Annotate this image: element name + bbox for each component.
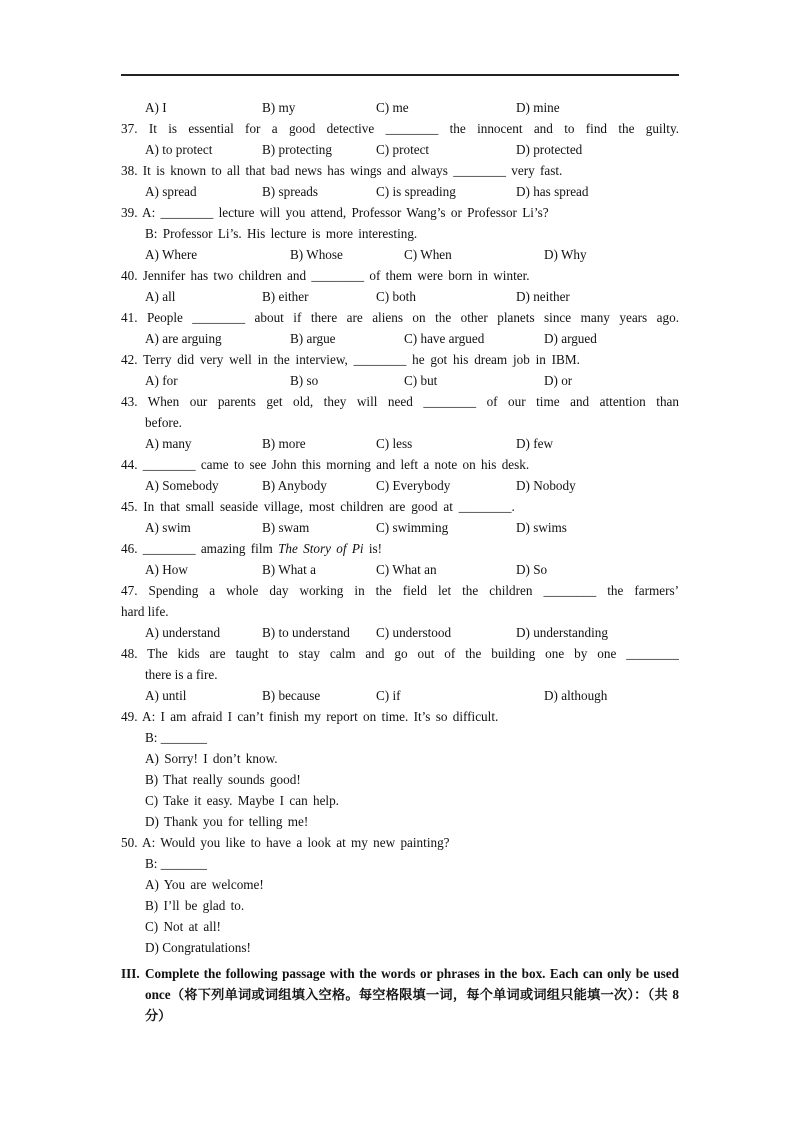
q41-option-a: A) are arguing bbox=[145, 331, 222, 346]
q49-option-d-line bbox=[0, 811, 800, 832]
q41-option-c: C) have argued bbox=[404, 331, 485, 346]
q44-stem-line bbox=[0, 454, 800, 475]
q50-option-b-line bbox=[0, 895, 800, 916]
q44-option-b: B) Anybody bbox=[262, 478, 327, 493]
q39-option-a: A) Where bbox=[145, 247, 198, 262]
q36-option-b: B) my bbox=[262, 100, 296, 115]
q37-stem: 37. It is essential for a good detective ________ the innocent and to find the guilty. bbox=[121, 121, 679, 136]
q43-stem-cont: before. bbox=[145, 415, 182, 430]
q49-option-d: D) Thank you for telling me! bbox=[145, 814, 309, 829]
q50-option-c-line bbox=[0, 916, 800, 937]
q43-options bbox=[0, 433, 800, 454]
q39-answer-b: B: Professor Li’s. His lecture is more interesting. bbox=[145, 226, 418, 241]
q48-option-c: C) if bbox=[376, 688, 401, 703]
q40-option-c: C) both bbox=[376, 289, 416, 304]
q50-option-a: A) You are welcome! bbox=[145, 877, 264, 892]
q40-stem: 40. Jennifer has two children and ________ of them were born in winter. bbox=[121, 268, 530, 283]
q39-stem: 39. A: ________ lecture will you attend, Professor Wang’s or Professor Li’s? bbox=[121, 205, 549, 220]
section-3-number: III. bbox=[121, 966, 140, 981]
top-rule bbox=[121, 74, 679, 76]
q47-option-a: A) understand bbox=[145, 625, 221, 640]
q39-option-c: C) When bbox=[404, 247, 452, 262]
q44-option-a: A) Somebody bbox=[145, 478, 219, 493]
q44-stem: 44. ________ came to see John this morning and left a note on his desk. bbox=[121, 457, 530, 472]
q49-stem-line bbox=[0, 706, 800, 727]
q47-stem-line bbox=[0, 580, 800, 601]
q50-option-b: B) I’ll be glad to. bbox=[145, 898, 245, 913]
q36-option-d: D) mine bbox=[516, 100, 560, 115]
q49-b-line bbox=[0, 727, 800, 748]
q42-option-d: D) or bbox=[544, 373, 573, 388]
q44-option-d: D) Nobody bbox=[516, 478, 576, 493]
q49-option-c-line bbox=[0, 790, 800, 811]
q49-stem: 49. A: I am afraid I can’t finish my report on time. It’s so difficult. bbox=[121, 709, 499, 724]
q50-b-line bbox=[0, 853, 800, 874]
q47-stem-cont: hard life. bbox=[121, 604, 169, 619]
q41-stem-line bbox=[0, 307, 800, 328]
q44-option-c: C) Everybody bbox=[376, 478, 451, 493]
q45-option-d: D) swims bbox=[516, 520, 567, 535]
q48-option-a: A) until bbox=[145, 688, 187, 703]
q49-answer-blank: B: _______ bbox=[145, 730, 207, 745]
q40-options bbox=[0, 286, 800, 307]
q47-stem: 47. Spending a whole day working in the field let the children ________ the farmers’ bbox=[121, 583, 679, 598]
q50-option-d: D) Congratulations! bbox=[145, 940, 251, 955]
q46-option-d: D) So bbox=[516, 562, 548, 577]
q50-answer-blank: B: _______ bbox=[145, 856, 207, 871]
q38-option-b: B) spreads bbox=[262, 184, 319, 199]
q36-options bbox=[0, 97, 800, 118]
q39-line2 bbox=[0, 223, 800, 244]
q50-option-c: C) Not at all! bbox=[145, 919, 221, 934]
q48-option-d: D) although bbox=[544, 688, 608, 703]
q48-stem-line bbox=[0, 643, 800, 664]
q45-stem-line bbox=[0, 496, 800, 517]
q42-option-b: B) so bbox=[290, 373, 319, 388]
q48-options bbox=[0, 685, 800, 706]
q50-stem-line bbox=[0, 832, 800, 853]
q37-option-c: C) protect bbox=[376, 142, 430, 157]
q42-stem: 42. Terry did very well in the interview, ________ he got his dream job in IBM. bbox=[121, 352, 580, 367]
q46-film-title: The Story of Pi bbox=[278, 541, 364, 556]
q44-options bbox=[0, 475, 800, 496]
q46-option-b: B) What a bbox=[262, 562, 316, 577]
q43-option-b: B) more bbox=[262, 436, 306, 451]
q47-option-b: B) to understand bbox=[262, 625, 350, 640]
q36-option-c: C) me bbox=[376, 100, 409, 115]
q43-stem-line bbox=[0, 391, 800, 412]
q45-option-c: C) swimming bbox=[376, 520, 449, 535]
q45-options bbox=[0, 517, 800, 538]
q46-options bbox=[0, 559, 800, 580]
q42-options bbox=[0, 370, 800, 391]
q46-stem-pre: 46. ________ amazing film bbox=[121, 541, 279, 556]
q47-options bbox=[0, 622, 800, 643]
q48-stem-cont: there is a fire. bbox=[145, 667, 218, 682]
q39-options bbox=[0, 244, 800, 265]
q43-option-d: D) few bbox=[516, 436, 553, 451]
q41-option-d: D) argued bbox=[544, 331, 597, 346]
q45-option-b: B) swam bbox=[262, 520, 310, 535]
q42-option-c: C) but bbox=[404, 373, 438, 388]
q49-option-c: C) Take it easy. Maybe I can help. bbox=[145, 793, 339, 808]
q49-option-a-line bbox=[0, 748, 800, 769]
q38-option-d: D) has spread bbox=[516, 184, 589, 199]
q46-option-c: C) What an bbox=[376, 562, 437, 577]
q45-option-a: A) swim bbox=[145, 520, 191, 535]
q49-option-a: A) Sorry! I don’t know. bbox=[145, 751, 278, 766]
q38-stem-line bbox=[0, 160, 800, 181]
q48-cont-line bbox=[0, 664, 800, 685]
q39-stem-line bbox=[0, 202, 800, 223]
q43-stem: 43. When our parents get old, they will need ________ of our time and attention than bbox=[121, 394, 679, 409]
q37-options bbox=[0, 139, 800, 160]
q41-stem: 41. People ________ about if there are aliens on the other planets since many years ago. bbox=[121, 310, 679, 325]
q37-stem-line bbox=[0, 118, 800, 139]
q43-cont-line bbox=[0, 412, 800, 433]
q48-stem: 48. The kids are taught to stay calm and go out of the building one by one ________ bbox=[121, 646, 679, 661]
q50-stem: 50. A: Would you like to have a look at my new painting? bbox=[121, 835, 450, 850]
q43-option-a: A) many bbox=[145, 436, 192, 451]
q36-option-a: A) I bbox=[145, 100, 167, 115]
q42-stem-line bbox=[0, 349, 800, 370]
section-3-instructions: Complete the following passage with the words or phrases in the box. Each can only be used once（将下列单词或词组填入空格。每空格限填一词，每个单词或词组只能填一次）：（共 8 分） bbox=[145, 966, 679, 1023]
q40-option-d: D) neither bbox=[516, 289, 570, 304]
q47-option-c: C) understood bbox=[376, 625, 452, 640]
q47-option-d: D) understanding bbox=[516, 625, 608, 640]
q47-cont-line bbox=[0, 601, 800, 622]
q41-options bbox=[0, 328, 800, 349]
q37-option-d: D) protected bbox=[516, 142, 583, 157]
q39-option-b: B) Whose bbox=[290, 247, 343, 262]
q40-option-b: B) either bbox=[262, 289, 309, 304]
q37-option-a: A) to protect bbox=[145, 142, 213, 157]
q38-options bbox=[0, 181, 800, 202]
q38-stem: 38. It is known to all that bad news has wings and always ________ very fast. bbox=[121, 163, 563, 178]
q40-stem-line bbox=[0, 265, 800, 286]
q49-option-b-line bbox=[0, 769, 800, 790]
q46-stem bbox=[121, 538, 382, 559]
q38-option-c: C) is spreading bbox=[376, 184, 456, 199]
q50-option-d-line bbox=[0, 937, 800, 958]
q46-stem-line bbox=[0, 538, 800, 559]
q46-stem-post: is! bbox=[363, 541, 383, 556]
q49-option-b: B) That really sounds good! bbox=[145, 772, 301, 787]
q43-option-c: C) less bbox=[376, 436, 413, 451]
q42-option-a: A) for bbox=[145, 373, 178, 388]
q46-option-a: A) How bbox=[145, 562, 188, 577]
q41-option-b: B) argue bbox=[290, 331, 336, 346]
q39-option-d: D) Why bbox=[544, 247, 587, 262]
q45-stem: 45. In that small seaside village, most children are good at ________. bbox=[121, 499, 515, 514]
q37-option-b: B) protecting bbox=[262, 142, 332, 157]
q48-option-b: B) because bbox=[262, 688, 321, 703]
q38-option-a: A) spread bbox=[145, 184, 197, 199]
q40-option-a: A) all bbox=[145, 289, 176, 304]
q50-option-a-line bbox=[0, 874, 800, 895]
